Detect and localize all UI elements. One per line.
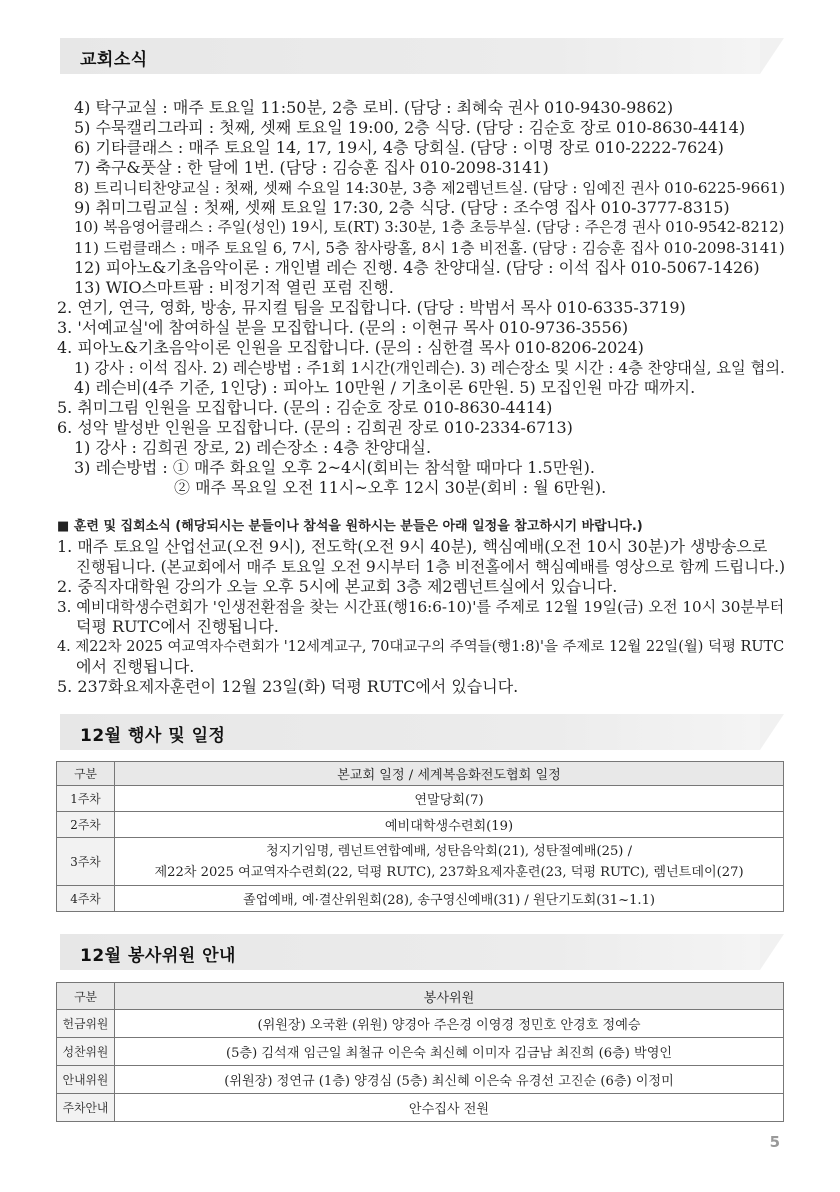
schedule-cell-line: 청지기임명, 렘넌트연합예배, 성탄음악회(21), 성탄절예배(25) / [265, 843, 632, 859]
news-line: 5) 수묵캘리그라피 : 첫째, 셋째 토요일 19:00, 2층 식당. (담당 : 김순호 장로 010-8630-4414) [74, 118, 746, 137]
notice-line: 3. 예비대학생수련회가 '인생전환점을 찾는 시간표(행16:6-10)'를 주제로 12월 19일(금) 오전 10시 30분부터 [57, 598, 785, 616]
schedule-cell [115, 838, 784, 886]
news-line: 4) 탁구교실 : 매주 토요일 11:50분, 2층 로비. (담당 : 최혜숙 권사 010-9430-9862) [74, 98, 674, 117]
week-cell: 4주차 [57, 886, 115, 912]
section-banner-volunteers [60, 934, 784, 970]
role-cell: 안내위원 [57, 1066, 115, 1094]
section-banner-december-schedule [60, 714, 784, 750]
notice-line: 1. 매주 토요일 산업선교(오전 9시), 전도학(오전 9시 40분), 핵심예배(오전 10시 30분)가 생방송으로 [57, 537, 768, 556]
notice-heading: ■ 훈련 및 집회소식 (해당되시는 분들이나 참석을 원하시는 분들은 아래 일정을 참고하시기 바랍니다.) [57, 519, 643, 534]
section-banner-church-news [60, 38, 784, 74]
news-line: 1) 강사 : 이석 집사. 2) 레슨방법 : 주1회 1시간(개인레슨). 3) 레슨장소 및 시간 : 4층 찬양대실, 요일 협의. [74, 359, 785, 377]
table-row [57, 812, 784, 838]
notice-line: 2. 중직자대학원 강의가 오늘 오후 5시에 본교회 3층 제2렘넌트실에서 있습니다. [57, 577, 618, 596]
schedule-cell: 예비대학생수련회(19) [115, 812, 784, 838]
banner-tip [760, 714, 784, 750]
table-row [57, 886, 784, 912]
news-line: 9) 취미그림교실 : 첫째, 셋째 토요일 17:30, 2층 식당. (담당 : 조수영 집사 010-3777-8315) [74, 198, 730, 217]
news-line: 10) 복음영어클래스 : 주일(성인) 19시, 토(RT) 3:30분, 1층 초등부실. (담당 : 주은경 권사 010-9542-8212) [74, 219, 785, 236]
section-title-december-schedule: 12월 행사 및 일정 [80, 726, 226, 746]
news-line: 4) 레슨비(4주 기준, 1인당) : 피아노 10만원 / 기초이론 6만원. 5) 모집인원 마감 때까지. [74, 378, 696, 397]
schedule-cell: 졸업예배, 예·결산위원회(28), 송구영신예배(31) / 원단기도회(31~1.1) [115, 886, 784, 912]
news-line: 8) 트리니티찬양교실 : 첫째, 셋째 수요일 14:30분, 3층 제2렘넌트실. (담당 : 임예진 권사 010-6225-9661) [74, 179, 786, 197]
table-row [57, 1094, 784, 1122]
news-line: 6) 기타클래스 : 매주 토요일 14, 17, 19시, 4층 당회실. (담당 : 이명 장로 010-2222-7624) [74, 138, 724, 157]
role-cell: 주차안내 [57, 1094, 115, 1122]
members-cell: 안수집사 전원 [115, 1094, 784, 1122]
schedule-table [56, 761, 784, 912]
members-cell: (5층) 김석재 임근일 최철규 이은숙 최신혜 이미자 김금남 최진희 (6층) 박영인 [115, 1038, 784, 1066]
table-row [57, 838, 784, 886]
news-line: 5. 취미그림 인원을 모집합니다. (문의 : 김순호 장로 010-8630-4414) [57, 398, 553, 417]
table-row [57, 1066, 784, 1094]
table-header-row [57, 762, 784, 786]
table-row [57, 1010, 784, 1038]
header-cell: 구분 [57, 983, 115, 1010]
volunteer-table [56, 982, 784, 1122]
page-number: 5 [769, 1133, 780, 1151]
banner-tip [760, 38, 784, 74]
news-line: 3. '서예교실'에 참여하실 분을 모집합니다. (문의 : 이현규 목사 010-9736-3556) [57, 318, 629, 337]
header-cell: 봉사위원 [115, 983, 784, 1010]
week-cell: 1주차 [57, 786, 115, 812]
news-line: 4. 피아노&기초음악이론 인원을 모집합니다. (문의 : 심한결 목사 010-8206-2024) [57, 338, 644, 357]
banner-tip [760, 934, 784, 970]
role-cell: 헌금위원 [57, 1010, 115, 1038]
notice-line: 에서 진행됩니다. [76, 657, 195, 676]
schedule-cell-line: 제22차 2025 여교역자수련회(22, 덕평 RUTC), 237화요제자훈련(23, 덕평 RUTC), 렘넌트데이(27) [154, 864, 744, 880]
schedule-cell: 연말당회(7) [115, 786, 784, 812]
news-line: 11) 드럼클래스 : 매주 토요일 6, 7시, 5층 참사랑홀, 8시 1층 비전홀. (담당 : 김승훈 집사 010-2098-3141) [74, 239, 785, 257]
news-line: 6. 성악 발성반 인원을 모집합니다. (문의 : 김희권 장로 010-2334-6713) [57, 418, 573, 437]
news-line: 12) 피아노&기초음악이론 : 개인별 레슨 진행. 4층 찬양대실. (담당 : 이석 집사 010-5067-1426) [74, 258, 760, 277]
notice-line: 진행됩니다. (본교회에서 매주 토요일 오전 9시부터 1층 비전홀에서 핵심예배를 영상으로 함께 드립니다.) [76, 558, 786, 576]
members-cell: (위원장) 오국환 (위원) 양경아 주은경 이영경 정민호 안경호 정예승 [115, 1010, 784, 1038]
week-cell: 2주차 [57, 812, 115, 838]
table-header-row [57, 983, 784, 1010]
section-title-church-news: 교회소식 [80, 50, 148, 70]
section-title-volunteers: 12월 봉사위원 안내 [80, 946, 236, 966]
header-cell: 본교회 일정 / 세계복음화전도협회 일정 [115, 762, 784, 786]
table-row [57, 1038, 784, 1066]
notice-line: 덕평 RUTC에서 진행됩니다. [76, 617, 279, 636]
members-cell: (위원장) 정연규 (1층) 양경심 (5층) 최신혜 이은숙 유경선 고진순 (6층) 이정미 [115, 1066, 784, 1094]
banner-bar [60, 38, 760, 74]
news-line: 1) 강사 : 김희권 장로, 2) 레슨장소 : 4층 찬양대실. [74, 438, 432, 457]
news-line: 2. 연기, 연극, 영화, 방송, 뮤지컬 팀을 모집합니다. (담당 : 박범서 목사 010-6335-3719) [57, 298, 686, 317]
news-line: 13) WIO스마트팜 : 비정기적 열린 포럼 진행. [74, 278, 394, 297]
notice-line: 4. 제22차 2025 여교역자수련회가 '12세계교구, 70대교구의 주역들(행1:8)'을 주제로 12월 22일(월) 덕평 RUTC [57, 639, 785, 655]
notice-line: 5. 237화요제자훈련이 12월 23일(화) 덕평 RUTC에서 있습니다. [57, 677, 519, 696]
news-line: 3) 레슨방법 : ① 매주 화요일 오후 2~4시(회비는 참석할 때마다 1.5만원). [74, 458, 595, 477]
table-row [57, 786, 784, 812]
week-cell: 3주차 [57, 838, 115, 886]
header-cell: 구분 [57, 762, 115, 786]
news-line: ② 매주 목요일 오전 11시~오후 12시 30분(회비 : 월 6만원). [174, 478, 607, 497]
news-line: 7) 축구&풋살 : 한 달에 1번. (담당 : 김승훈 집사 010-2098-3141) [74, 158, 549, 177]
role-cell: 성찬위원 [57, 1038, 115, 1066]
